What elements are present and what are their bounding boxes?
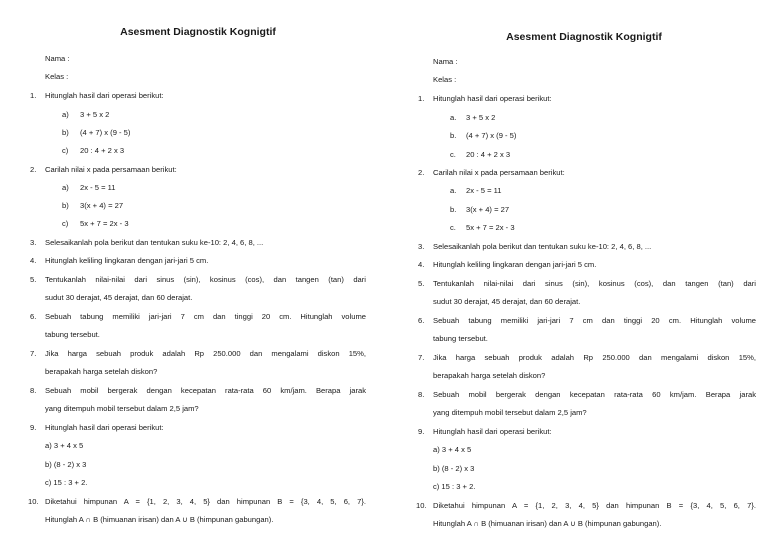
sub-item: 20 : 4 + 2 x 3	[80, 146, 125, 155]
question-text-line2: Hitunglah A ∩ B (himuanan irisan) dan A ∪ B (himpunan gabungan).	[45, 515, 274, 524]
sub-marker: a)	[62, 110, 69, 119]
sub-marker: c)	[62, 219, 69, 228]
document-page-right	[408, 0, 760, 543]
document-page-left	[18, 0, 378, 543]
question-text-line2: sudut 30 derajat, 45 derajat, dan 60 derajat.	[45, 293, 193, 302]
question-text-line1: Sebuah tabung memiliki jari-jari 7 cm dan tinggi 20 cm. Hitunglah volume	[45, 312, 366, 321]
question-text: Selesaikanlah pola berikut dan tentukan suku ke-10: 2, 4, 6, 8, ...	[433, 242, 652, 251]
question-text: Carilah nilai x pada persamaan berikut:	[433, 168, 565, 177]
question-number: 1.	[30, 91, 37, 100]
question-text-line1: Tentukanlah nilai-nilai dari sinus (sin), kosinus (cos), dan tangen (tan) dari	[433, 279, 756, 288]
question-text-line1: Jika harga sebuah produk adalah Rp 250.000 dan mengalami diskon 15%,	[433, 353, 756, 362]
sub-item: 5x + 7 = 2x - 3	[80, 219, 129, 228]
nama-label: Nama :	[433, 57, 458, 66]
question-text-line1: Tentukanlah nilai-nilai dari sinus (sin), kosinus (cos), dan tangen (tan) dari	[45, 275, 366, 284]
sub-marker: b.	[450, 205, 457, 214]
question-text: Hitunglah hasil dari operasi berikut:	[433, 94, 552, 103]
sub-item: b) (8 - 2) x 3	[433, 464, 475, 473]
question-text-line1: Sebuah mobil bergerak dengan kecepatan rata-rata 60 km/jam. Berapa jarak	[45, 386, 366, 395]
question-text: Carilah nilai x pada persamaan berikut:	[45, 165, 177, 174]
question-text-line2: tabung tersebut.	[45, 330, 100, 339]
sub-item: 3(x + 4) = 27	[80, 201, 124, 210]
sub-marker: c.	[450, 223, 456, 232]
sub-item: (4 + 7) x (9 - 5)	[80, 128, 131, 137]
page-title: Asesment Diagnostik Kognigtif	[120, 26, 276, 38]
question-text: Hitunglah hasil dari operasi berikut:	[45, 423, 164, 432]
question-text: Hitunglah keliling lingkaran dengan jari-jari 5 cm.	[433, 260, 597, 269]
question-text: Hitunglah keliling lingkaran dengan jari-jari 5 cm.	[45, 256, 209, 265]
sub-item: a) 3 + 4 x 5	[433, 445, 472, 454]
question-text-line1: Diketahui himpunan A = {1, 2, 3, 4, 5} dan himpunan B = {3, 4, 5, 6, 7}.	[45, 497, 366, 506]
sub-item: 2x - 5 = 11	[80, 183, 116, 192]
sub-marker: c)	[62, 146, 69, 155]
sub-marker: b)	[62, 201, 69, 210]
question-text: Hitunglah hasil dari operasi berikut:	[45, 91, 164, 100]
sub-marker: b.	[450, 131, 457, 140]
question-number: 7.	[30, 349, 37, 358]
sub-item: 20 : 4 + 2 x 3	[466, 150, 511, 159]
sub-item: 3 + 5 x 2	[466, 113, 496, 122]
question-text-line2: yang ditempuh mobil tersebut dalam 2,5 jam?	[45, 404, 199, 413]
question-text-line1: Diketahui himpunan A = {1, 2, 3, 4, 5} dan himpunan B = {3, 4, 5, 6, 7}.	[433, 501, 756, 510]
sub-marker: c.	[450, 150, 456, 159]
question-number: 2.	[418, 168, 425, 177]
question-number: 4.	[418, 260, 425, 269]
question-text: Selesaikanlah pola berikut dan tentukan suku ke-10: 2, 4, 6, 8, ...	[45, 238, 264, 247]
sub-item: 3 + 5 x 2	[80, 110, 110, 119]
sub-item: c) 15 : 3 + 2.	[45, 478, 88, 487]
sub-marker: b)	[62, 128, 69, 137]
question-number: 4.	[30, 256, 37, 265]
question-number: 8.	[418, 390, 425, 399]
question-text-line2: yang ditempuh mobil tersebut dalam 2,5 jam?	[433, 408, 587, 417]
question-number: 5.	[418, 279, 425, 288]
sub-item: b) (8 - 2) x 3	[45, 460, 87, 469]
sub-item: 2x - 5 = 11	[466, 186, 502, 195]
sub-marker: a)	[62, 183, 69, 192]
question-number: 6.	[418, 316, 425, 325]
sub-marker: a.	[450, 113, 457, 122]
nama-label: Nama :	[45, 54, 70, 63]
question-number: 1.	[418, 94, 425, 103]
question-text-line1: Jika harga sebuah produk adalah Rp 250.000 dan mengalami diskon 15%,	[45, 349, 366, 358]
question-number: 7.	[418, 353, 425, 362]
question-number: 10.	[416, 501, 427, 510]
question-text-line2: berapakah harga setelah diskon?	[45, 367, 158, 376]
question-number: 3.	[30, 238, 37, 247]
question-text-line1: Sebuah tabung memiliki jari-jari 7 cm dan tinggi 20 cm. Hitunglah volume	[433, 316, 756, 325]
question-text-line2: sudut 30 derajat, 45 derajat, dan 60 derajat.	[433, 297, 581, 306]
question-text-line1: Sebuah mobil bergerak dengan kecepatan rata-rata 60 km/jam. Berapa jarak	[433, 390, 756, 399]
question-number: 6.	[30, 312, 37, 321]
question-number: 9.	[30, 423, 37, 432]
question-text-line2: tabung tersebut.	[433, 334, 488, 343]
sub-item: 5x + 7 = 2x - 3	[466, 223, 515, 232]
question-text-line2: Hitunglah A ∩ B (himuanan irisan) dan A ∪ B (himpunan gabungan).	[433, 519, 662, 528]
question-number: 10.	[28, 497, 39, 506]
question-number: 9.	[418, 427, 425, 436]
page-title: Asesment Diagnostik Kognigtif	[506, 31, 662, 43]
sub-item: a) 3 + 4 x 5	[45, 441, 84, 450]
question-text: Hitunglah hasil dari operasi berikut:	[433, 427, 552, 436]
question-text-line2: berapakah harga setelah diskon?	[433, 371, 546, 380]
question-number: 3.	[418, 242, 425, 251]
sub-item: (4 + 7) x (9 - 5)	[466, 131, 517, 140]
sub-item: c) 15 : 3 + 2.	[433, 482, 476, 491]
question-number: 8.	[30, 386, 37, 395]
question-number: 5.	[30, 275, 37, 284]
kelas-label: Kelas :	[433, 75, 457, 84]
question-number: 2.	[30, 165, 37, 174]
sub-item: 3(x + 4) = 27	[466, 205, 510, 214]
sub-marker: a.	[450, 186, 457, 195]
kelas-label: Kelas :	[45, 72, 69, 81]
